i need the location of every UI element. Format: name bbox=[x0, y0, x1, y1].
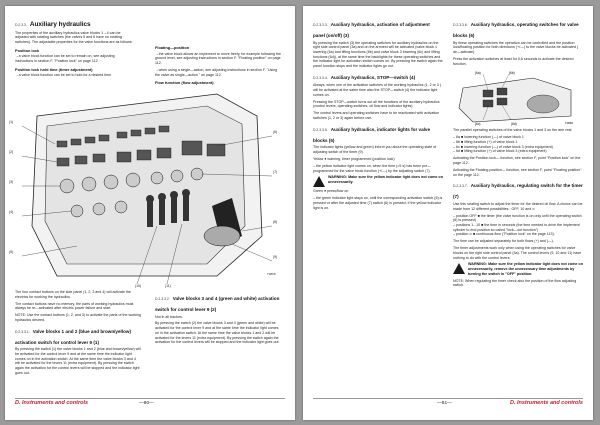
heading-timer-switch: D.2.3.3.7. Auxiliary hydraulics, regulating switch for the timer (7) bbox=[453, 183, 583, 200]
warning-block bbox=[453, 262, 583, 276]
paragraph: →a valve block function can be set to remain on, see adjusting instructions in section F. "Position lock" on page 112. bbox=[15, 54, 115, 63]
right-page bbox=[303, 6, 593, 420]
warning-block bbox=[313, 175, 443, 187]
subheading-hold-time: Position lock hold time (timer adjustment) bbox=[15, 66, 93, 72]
heading-indicator-lights: D.2.3.3.5. Auxiliary hydraulics, indicator lights for valve blocks (5) bbox=[313, 126, 431, 143]
subheading-position-lock: Position lock bbox=[15, 47, 40, 53]
callout-6a: (6a) bbox=[475, 71, 481, 76]
callout-label: (8) bbox=[273, 220, 278, 224]
paragraph: →when using a single—action, see adjusting instructions in section F. "Using the valve as single—action " on page 112. bbox=[155, 67, 278, 77]
paragraph: The properties of the auxiliary hydraulics valve blocks 1→4 can be adjusted with rotating switches (the valves 5 and 6 have no rotating switches). The adjustable properties for the valve functions are as follows: bbox=[15, 30, 133, 44]
callout-label: (5) bbox=[9, 250, 14, 254]
note: NOTE: When regulating the timer check also the position of the flow adjusting switch. bbox=[453, 278, 577, 288]
callout-6c: (6c) bbox=[475, 122, 481, 127]
heading-valve-blocks-3-4: D.2.3.3.2. Valve blocks 3 and 4 (green and white) activation switch for control lever 9 (2) bbox=[155, 296, 280, 312]
paragraph: By pressing the switch (1) the valve blocks 1 and 2 (blue and brown/yellow) will be activated for the control lever 9 and at the same time the indicator light comes on in the activation switch. At the same time the valve blocks 3 and 4 will be activated for the levers 11 (extra equipment). By pressing the switch again the activation for the control levers will be stopped and the indicator light goes out. bbox=[15, 347, 141, 375]
warning-text: WARNING: Make sure the yellow indicator light does not come on unnecessarily, remove the unnecessary time adjustments by turning the switch in "OFF" position. bbox=[468, 262, 583, 276]
heading-valve-blocks-1-2: D.2.3.3.1. Valve blocks 1 and 2 (blue and brown/yellow) activation switch for control lever 9 (1) bbox=[15, 328, 131, 345]
paragraph: Press the activation switches at least for 0,6 seconds to activate the desired function. bbox=[453, 56, 574, 66]
list-item: – position ∞ ■ continuous flow ("Position lock" on the page 113). bbox=[453, 232, 555, 237]
left-column-4 bbox=[155, 290, 283, 347]
callout-label: (11) bbox=[165, 284, 171, 288]
paragraph: Yellow ● warning, timer programmed (position lock) bbox=[313, 156, 395, 161]
paragraph: By these operating switches the operation can be controlled and the position lock/floating position for both directions (+/—) to the valve blocks be activated ( de—activate). bbox=[453, 40, 579, 54]
subheading-flow: Flow function (flow adjustment) bbox=[155, 80, 214, 86]
paragraph: Not in all tractors. bbox=[155, 314, 183, 319]
warning-icon bbox=[453, 263, 465, 274]
right-column-2 bbox=[453, 16, 583, 290]
right-column-1 bbox=[313, 16, 443, 213]
subheading-floating: Floating—position bbox=[155, 45, 190, 50]
paragraph: The timer adjustments work only when using the operating switches for valve blocks on the right side control panel (3a). The control levers (9, 10 and 11) have nothing to do with the control levers. bbox=[453, 246, 582, 260]
callout-label: (1) bbox=[9, 120, 14, 124]
paragraph: →the valve block allows an implement to move freely, for example following the ground level, see adjusting instructions in section F. "Floating position" on page 112. bbox=[155, 51, 281, 65]
left-page bbox=[5, 6, 295, 420]
list-item: – 6b ■ lifting function (+) of valve block 1 bbox=[453, 139, 518, 144]
paragraph: Activating the Position lock— function, see section F, point "Position lock" on the page 112. bbox=[453, 156, 581, 165]
callout-label: (10) bbox=[135, 284, 142, 288]
footer-rule bbox=[15, 398, 285, 399]
paragraph: Use this rotating switch to adjust the timer for the desired oil flow. A choice can be made from 12 different possibilities : OFF, 10 and ∞ bbox=[453, 201, 583, 211]
paragraph: Green ● press/flow on bbox=[313, 189, 349, 194]
callout-label: (6) bbox=[273, 130, 278, 134]
warning-icon bbox=[313, 176, 325, 187]
paragraph: The contact buttons have no memory, the parts of working hydraulics must always be re—activated after electric power failure and start. bbox=[15, 301, 134, 311]
heading-operating-switches: D.2.3.3.6. Auxiliary hydraulics, operating switches for valve blocks (6) bbox=[453, 22, 579, 38]
list-item: – 6c ■ lowering function (—) of valve block 3 (extra equipment) bbox=[453, 144, 553, 149]
paragraph: By pressing the switch (3) the operating switches for auxiliary hydraulics on the right side control panel (3a) and on the armrest will be activated (valve block 1 lowering (6a) and lifting functions (6b) and valve block 3 lowering (6c) and lifting functions (6d)), at the same time the backlights for these operating switches and the indicator light for activation switch comes on. By pressing the switch again the panel function stops and the indicator lights go out. bbox=[313, 40, 443, 69]
callout-label: (4) bbox=[9, 210, 14, 214]
callout-label: (2) bbox=[9, 150, 14, 154]
page-number: —81— bbox=[437, 401, 452, 406]
footer-section: D. Instruments and controls bbox=[15, 400, 89, 406]
paragraph: Pressing the STOP—switch turns out all the functions of the auxiliary hydraulics (control levers, operating switches, oil flow and indicator lights). bbox=[313, 99, 440, 109]
footer-section: D. Instruments and controls bbox=[509, 400, 583, 406]
heading-auxiliary-hydraulics: D.2.3.3. Auxiliary hydraulics bbox=[15, 21, 91, 28]
list-item: – 6a ■ lowering function (—) of valve block 1 bbox=[453, 135, 524, 140]
heading-stop-switch: D.2.3.3.4. Auxiliary hydraulics, STOP—switch (4) bbox=[313, 74, 416, 80]
list-item: – positions 1...10 ■ the time in seconds (the time needed to drive the implement cylinder to end position so called "lock—out function") bbox=[453, 222, 580, 232]
armrest-switch-figure bbox=[453, 68, 581, 126]
paragraph: By pressing the switch (2) the valve blocks 3 and 4 (green and white) will be activated for the control lever 9 and at the same time the indicator light comes on in the activation switch. At the same time the valve blocks 1 and 2 will be activated for the levers 11 (extra equipment). By pressing the switch again the activation for the control levers will be stopped and the indicator light goes out. bbox=[155, 321, 280, 345]
list-item: – 6d ■ lifting function (+) of valve block 3 (extra equipment) bbox=[453, 149, 547, 154]
callout-6d: (6d) bbox=[511, 122, 517, 127]
paragraph: Always, when one of the activation switches of the working hydraulics (1, 2 or 3 ) will be activated at the same time also the STOP—switch (4) the indicator light comes on. bbox=[313, 83, 442, 97]
list-item: – position OFF ■ the timer (the valve function is on only until the operating switch (6) is pressed) bbox=[453, 213, 582, 223]
paragraph: →a valve block function can be set to hold for a desired time bbox=[15, 73, 112, 78]
warning-text: WARNING: Make sure the yellow indicator light does not come on unnecessarily. bbox=[328, 175, 443, 185]
heading-activation-panel: D.2.3.3.3. Auxiliary hydraulics, activation of adjustment panel (on/off) (3) bbox=[313, 22, 430, 38]
figure-code: T0866 bbox=[565, 121, 573, 126]
page-number: —80— bbox=[139, 401, 154, 406]
paragraph: The indicator lights (yellow and green) inform you about the operating state of adjusting switch of the timer (9). bbox=[313, 145, 437, 155]
callout-label: (3) bbox=[9, 180, 14, 184]
paragraph: The four contact buttons on the side panel (1, 2, 3 and 4) will activate the electrics for working the hydraulics. bbox=[15, 290, 131, 299]
callout-label: (7) bbox=[273, 170, 278, 174]
left-column-1 bbox=[15, 16, 133, 80]
figure-code: T0868 bbox=[267, 272, 276, 276]
paragraph: The control levers and operating switches have to be reactivated with activation switches (1, 2 or 3) again before use. bbox=[313, 111, 440, 120]
control-panel-figure bbox=[17, 86, 287, 286]
left-column-3 bbox=[15, 290, 141, 378]
note: NOTE: Use the contact buttons (1, 2, and 3) to activate the parts of the working hydraulics desired. bbox=[15, 313, 141, 322]
paragraph: The parallel operating switches of the valve blocks 1 and 3 on the arm rest: bbox=[453, 128, 573, 133]
callout-6b: (6b) bbox=[509, 71, 515, 76]
paragraph: – the green indicator light stays on, until the corresponding activation switch (6) is pressed or after the adjusted time (7) switch (6) is pressed, if the yellow indicator light is on. bbox=[313, 196, 443, 210]
callout-label: (9) bbox=[273, 255, 278, 259]
footer-rule bbox=[313, 398, 583, 399]
paragraph: The time can be adjusted separately for both flows (+) and (—). bbox=[453, 239, 554, 244]
paragraph: Activating the Floating position— function, see section F, point "Floating position" on the page 112. bbox=[453, 167, 582, 177]
paragraph: – the yellow indicator light comes on, when the time (>5 s) has been pre—programmed for the valve block function (+/—) by the adjusting switch (7). bbox=[313, 163, 431, 173]
